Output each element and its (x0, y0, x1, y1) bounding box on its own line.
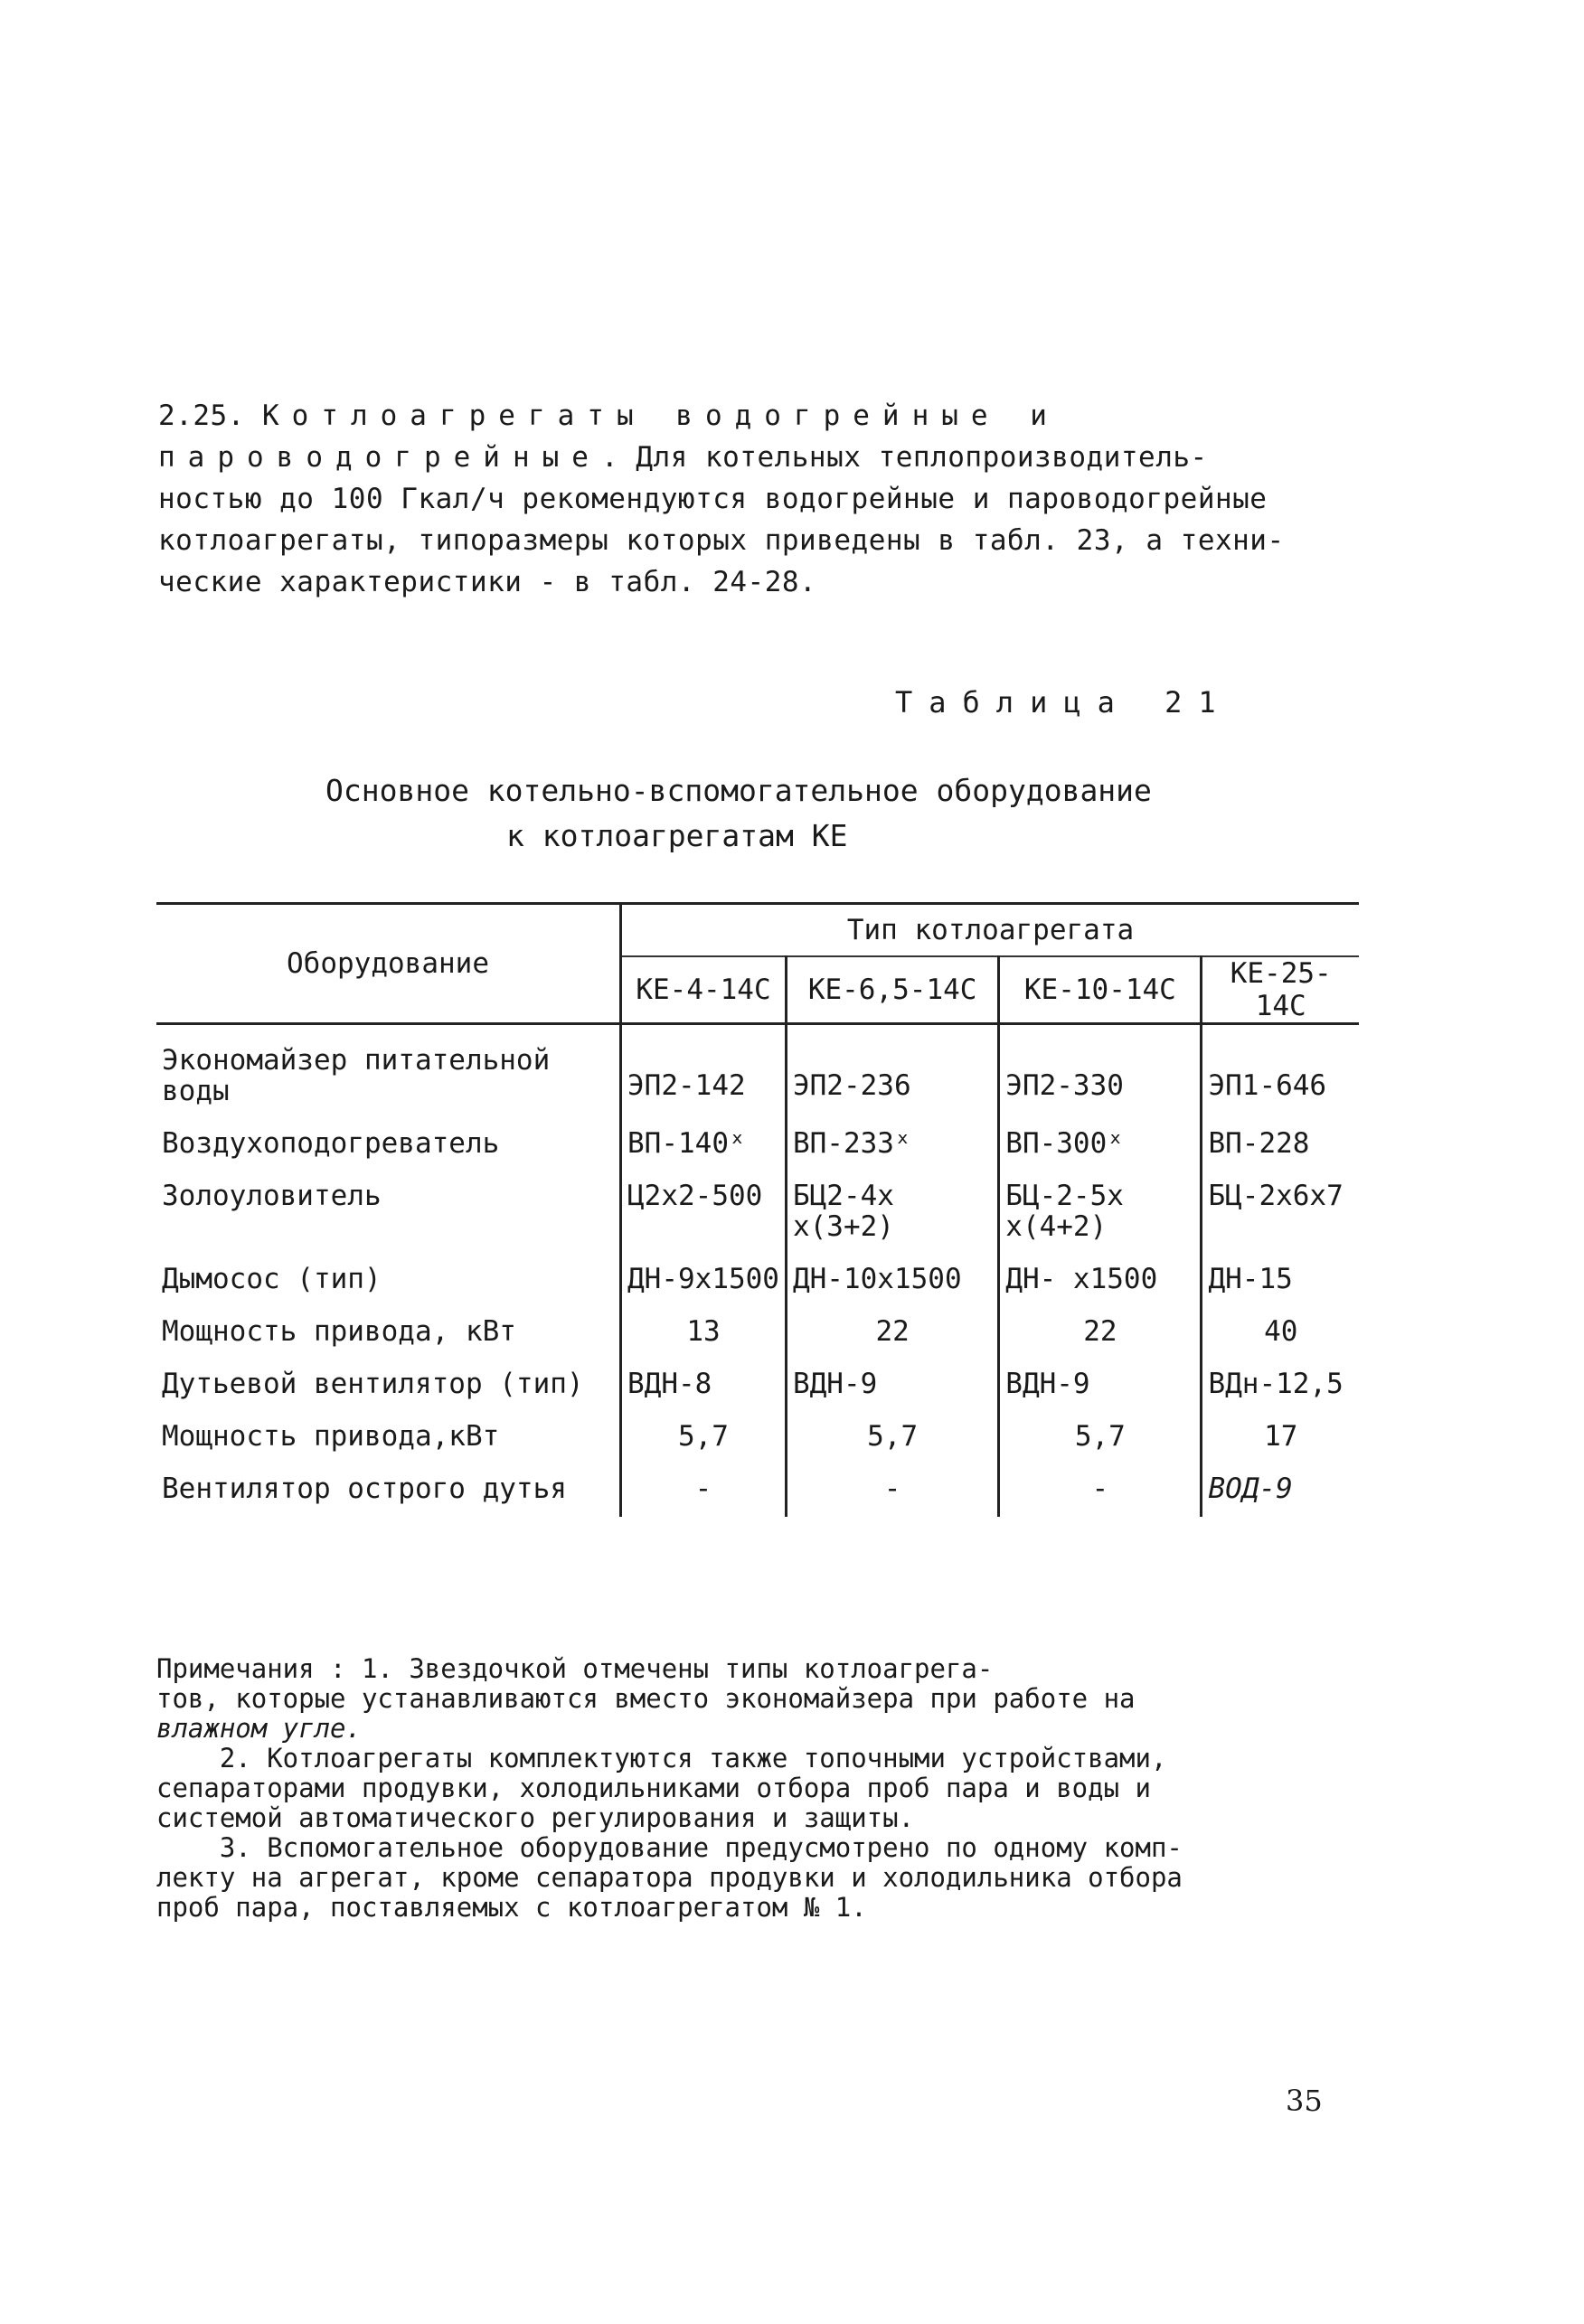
note-line: Примечания : 1. Звездочкой отмечены типы котлоагрега- (156, 1653, 994, 1684)
cell: ВДН-8 (621, 1360, 787, 1412)
table-row (156, 1412, 1359, 1464)
cell: ВП-228 (1202, 1119, 1359, 1171)
note-line: системой автоматического регулирования и защиты. (156, 1802, 915, 1833)
row-label: Дымосос (тип) (162, 1263, 382, 1295)
row-label: Золоуловитель (162, 1180, 382, 1212)
cell: 5,7 (999, 1412, 1202, 1464)
cell: 22 (786, 1307, 998, 1360)
row-label: Вентилятор острого дутья (162, 1472, 567, 1505)
note-line: сепараторами продувки, холодильниками отбора проб пара и воды и (156, 1773, 1151, 1803)
cell: 5,7 (621, 1412, 787, 1464)
section-2-25-paragraph (158, 395, 1352, 603)
boiler-type-header: Тип котлоагрегата (621, 904, 1360, 957)
cell: Ц2х2-500 (621, 1171, 787, 1255)
caption-line-2: к котлоагрегатам КЕ (506, 818, 848, 853)
cell: БЦ-2х6х7 (1202, 1171, 1359, 1255)
cell: ЭП1-646 (1202, 1024, 1359, 1120)
paragraph-line-4: котлоагрегаты, типоразмеры которых приведены в табл. 23, а техни- (158, 524, 1285, 557)
row-label: Мощность привода,кВт (162, 1420, 500, 1453)
table-row (156, 1307, 1359, 1360)
cell: ВДН-9 (999, 1360, 1202, 1412)
paragraph-line-1: 2.25. Котлоагрегаты водогрейные и (158, 400, 1060, 432)
cell: - (786, 1464, 998, 1517)
col-header-ke-6-5: КЕ-6,5-14С (786, 956, 998, 1024)
table-row (156, 1360, 1359, 1412)
table-row (156, 1464, 1359, 1517)
cell: ДН-9х1500 (621, 1255, 787, 1307)
paragraph-line-5: ческие характеристики - в табл. 24-28. (158, 566, 817, 598)
cell: 22 (999, 1307, 1202, 1360)
table-row (156, 1171, 1359, 1255)
table-notes (156, 1654, 1368, 1923)
table-row (156, 1024, 1359, 1120)
equipment-table-wrapper (156, 902, 1359, 1517)
note-line: 2. Котлоагрегаты комплектуются также топочными устройствами, (156, 1743, 1167, 1774)
row-label: Экономайзер питательной воды (162, 1044, 551, 1107)
cell: БЦ-2-5х х(4+2) (999, 1171, 1202, 1255)
cell: ВОД-9 (1202, 1464, 1359, 1517)
cell: ЭП2-236 (786, 1024, 998, 1120)
cell: 5,7 (786, 1412, 998, 1464)
cell: 13 (621, 1307, 787, 1360)
cell: ДН- х1500 (999, 1255, 1202, 1307)
cell: 17 (1202, 1412, 1359, 1464)
table-label: Таблица 21 (895, 685, 1232, 720)
equipment-header: Оборудование (156, 904, 621, 1024)
equipment-table (156, 902, 1359, 1517)
col-header-ke-25: КЕ-25-14С (1202, 956, 1359, 1024)
cell: ЭП2-330 (999, 1024, 1202, 1120)
row-label: Воздухоподогреватель (162, 1127, 500, 1160)
cell: ВП-300ˣ (999, 1119, 1202, 1171)
cell: ДН-10х1500 (786, 1255, 998, 1307)
table-row (156, 1255, 1359, 1307)
note-line: 3. Вспомогательное оборудование предусмотрено по одному комп- (156, 1832, 1183, 1863)
note-line: тов, которые устанавливаются вместо экономайзера при работе на (156, 1683, 1136, 1714)
caption-line-1: Основное котельно-вспомогательное оборудование (325, 773, 1152, 808)
paragraph-line-2: пароводогрейные. Для котельных теплопроизводитель- (158, 441, 1208, 474)
cell: ЭП2-142 (621, 1024, 787, 1120)
cell: ДН-15 (1202, 1255, 1359, 1307)
cell: 40 (1202, 1307, 1359, 1360)
table-caption (325, 768, 1230, 859)
paragraph-line-3: ностью до 100 Гкал/ч рекомендуются водогрейные и пароводогрейные (158, 483, 1268, 515)
cell: ВДН-9 (786, 1360, 998, 1412)
cell: - (621, 1464, 787, 1517)
row-label: Мощность привода, кВт (162, 1315, 516, 1348)
cell: БЦ2-4х х(3+2) (786, 1171, 998, 1255)
row-label: Дутьевой вентилятор (тип) (162, 1368, 584, 1400)
cell: - (999, 1464, 1202, 1517)
note-line: лекту на агрегат, кроме сепаратора продувки и холодильника отбора (156, 1862, 1183, 1893)
cell: ВП-233ˣ (786, 1119, 998, 1171)
cell: ВП-140ˣ (621, 1119, 787, 1171)
note-line: влажном угле. (156, 1713, 362, 1744)
page-number: 35 (1286, 2084, 1323, 2118)
col-header-ke-4: КЕ-4-14С (621, 956, 787, 1024)
cell: ВДн-12,5 (1202, 1360, 1359, 1412)
note-line: проб пара, поставляемых с котлоагрегатом № 1. (156, 1892, 867, 1923)
table-row (156, 1119, 1359, 1171)
col-header-ke-10: КЕ-10-14С (999, 956, 1202, 1024)
